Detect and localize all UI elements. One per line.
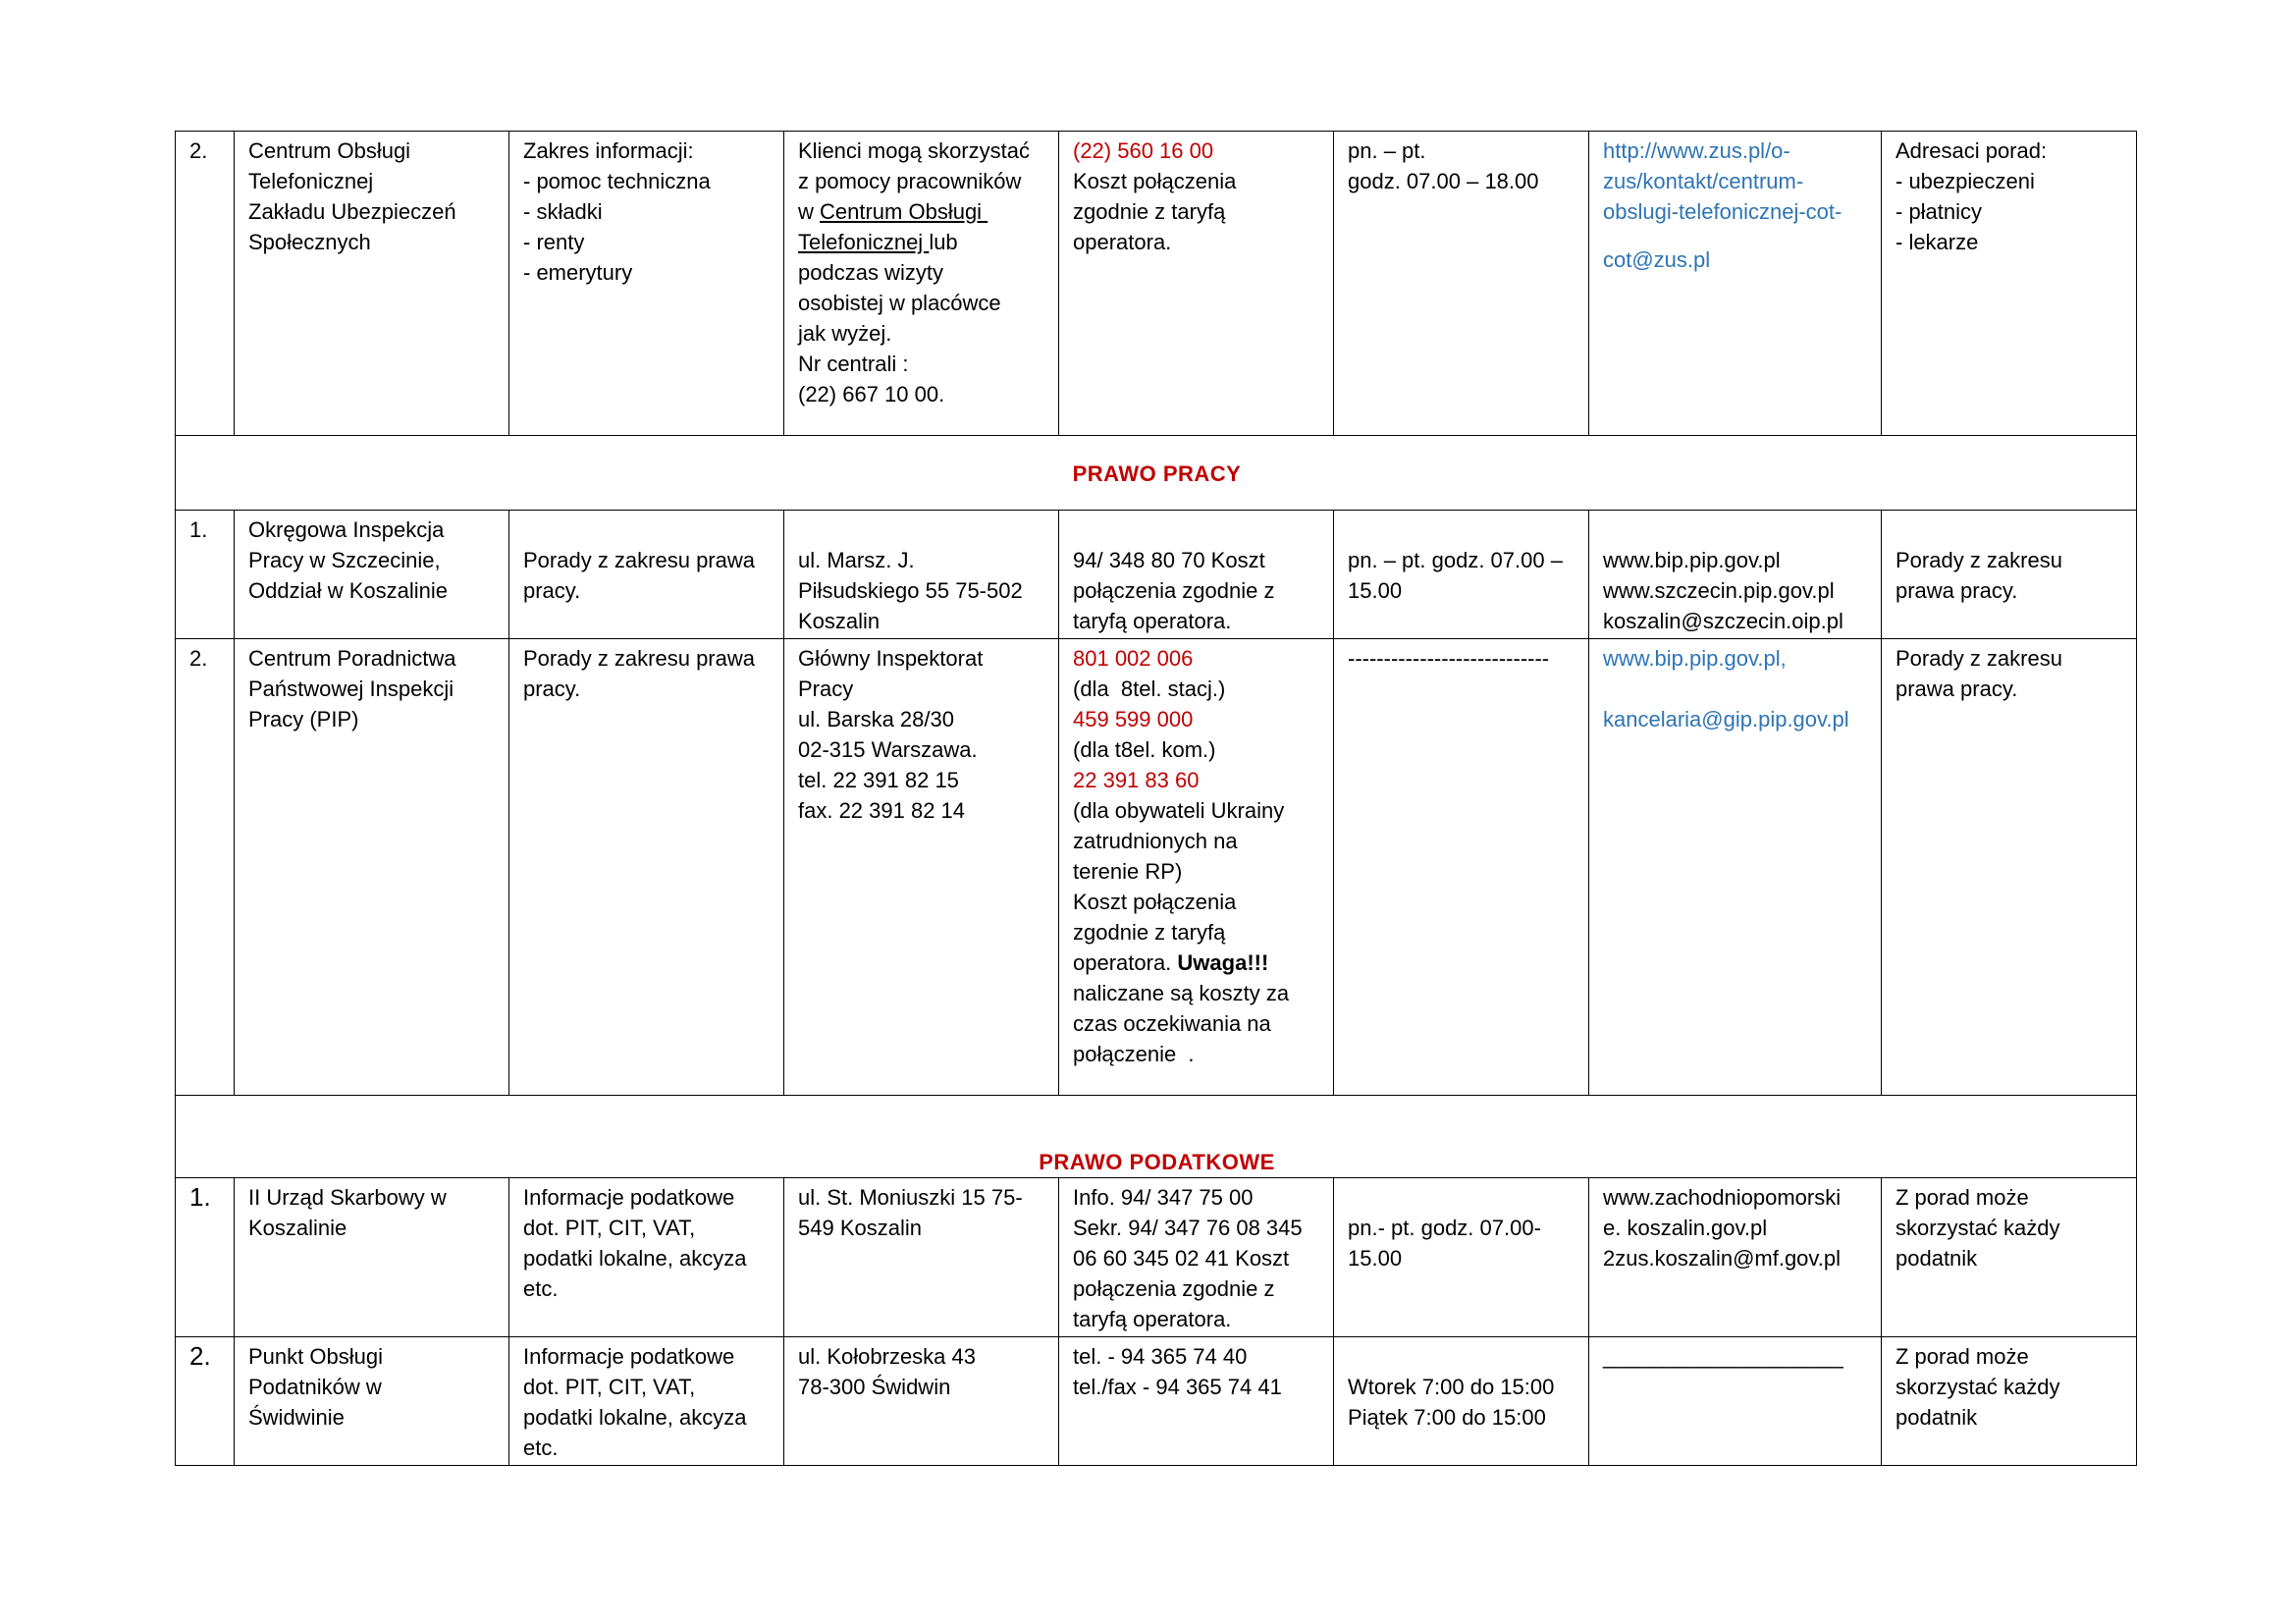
section-row-labor: [176, 436, 2137, 511]
phone-number: 22 391 83 60: [1073, 768, 1200, 792]
web-cell: [1589, 1337, 1882, 1466]
web-cell: [1589, 1178, 1882, 1337]
web-link[interactable]: obslugi-telefonicznej-cot-: [1603, 199, 1842, 224]
phone-cell: 801 002 006 (dla 8tel. stacj.) 459 599 000 (dla t8el. kom.) 22 391 83 60 (dla obywateli Ukrainy zatrudnionych na terenie RP) Koszt połączenia zgodnie z taryfą operatora. Uwaga!!! naliczane są koszty za czas oczekiwania na połączenie .: [1059, 639, 1334, 1096]
institution-cell: Punkt Obsługi Podatników w Świdwinie: [235, 1337, 509, 1466]
email-link[interactable]: koszalin@szczecin.oip.pl: [1603, 609, 1843, 633]
institution-cell: II Urząd Skarbowy w Koszalinie: [235, 1178, 509, 1337]
phone-cell: 94/ 348 80 70 Koszt połączenia zgodnie z taryfą operatora.: [1059, 511, 1334, 639]
web-cell: [1589, 132, 1882, 436]
table-row: [176, 1337, 2137, 1466]
institution-cell: Okręgowa Inspekcja Pracy w Szczecinie, Oddział w Koszalinie: [235, 511, 509, 639]
section-heading: PRAWO PODATKOWE: [176, 1096, 2137, 1178]
hours-cell: pn. – pt. godz. 07.00 – 15.00: [1334, 511, 1589, 639]
audience-cell: Adresaci porad: - ubezpieczeni - płatnicy - lekarze: [1882, 132, 2137, 436]
section-heading: PRAWO PRACY: [176, 436, 2137, 511]
web-cell: [1589, 511, 1882, 639]
table-row: [176, 1178, 2137, 1337]
address-cell: ul. Marsz. J. Piłsudskiego 55 75-502 Koszalin: [784, 511, 1059, 639]
email-link[interactable]: 2zus.koszalin@mf.gov.pl: [1603, 1246, 1842, 1271]
row-number: 2.: [176, 132, 235, 436]
cot-link[interactable]: Centrum Obsługi: [820, 199, 988, 224]
web-link[interactable]: www.bip.pip.gov.pl: [1603, 548, 1781, 572]
table-row: [176, 511, 2137, 639]
phone-cell: Info. 94/ 347 75 00 Sekr. 94/ 347 76 08 345 06 60 345 02 41 Koszt połączenia zgodnie z taryfą operatora.: [1059, 1178, 1334, 1337]
audience-cell: Z porad może skorzystać każdy podatnik: [1882, 1337, 2137, 1466]
audience-cell: Porady z zakresu prawa pracy.: [1882, 511, 2137, 639]
row-number: 2.: [176, 1337, 235, 1466]
address-cell: Główny Inspektorat Pracy ul. Barska 28/30 02-315 Warszawa. tel. 22 391 82 15 fax. 22 391 82 14: [784, 639, 1059, 1096]
phone-cell: tel. - 94 365 74 40 tel./fax - 94 365 74 41: [1059, 1337, 1334, 1466]
cot-link-continued[interactable]: Telefonicznej: [798, 230, 930, 254]
phone-number: 459 599 000: [1073, 707, 1194, 731]
web-link[interactable]: e. koszalin.gov.pl: [1603, 1216, 1768, 1240]
row-number: 1.: [176, 1178, 235, 1337]
row-number: 2.: [176, 639, 235, 1096]
institution-cell: Centrum Obsługi Telefonicznej Zakładu Ubezpieczeń Społecznych: [235, 132, 509, 436]
section-row-tax: [176, 1096, 2137, 1178]
institution-cell: Centrum Poradnictwa Państwowej Inspekcji Pracy (PIP): [235, 639, 509, 1096]
scope-cell: Porady z zakresu prawa pracy.: [509, 511, 784, 639]
email-link[interactable]: kancelaria@gip.pip.gov.pl: [1603, 707, 1849, 731]
address-cell: ul. Kołobrzeska 43 78-300 Świdwin: [784, 1337, 1059, 1466]
hours-cell: pn. – pt. godz. 07.00 – 18.00: [1334, 132, 1589, 436]
hours-cell: ----------------------------: [1334, 639, 1589, 1096]
access-cell: Klienci mogą skorzystać z pomocy pracowników w Centrum Obsługi Telefonicznej lub podczas wizyty osobistej w placówce jak wyżej. Nr centrali : (22) 667 10 00.: [784, 132, 1059, 436]
empty-web-placeholder: ____________________: [1603, 1344, 1843, 1369]
email-link[interactable]: cot@zus.pl: [1603, 247, 1711, 272]
web-link[interactable]: http://www.zus.pl/o-: [1603, 138, 1790, 163]
phone-number: 801 002 006: [1073, 646, 1194, 671]
web-link[interactable]: www.zachodniopomorski: [1603, 1185, 1842, 1210]
audience-cell: Porady z zakresu prawa pracy.: [1882, 639, 2137, 1096]
web-link[interactable]: www.szczecin.pip.gov.pl: [1603, 578, 1835, 603]
scope-cell: Porady z zakresu prawa pracy.: [509, 639, 784, 1096]
row-number: 1.: [176, 511, 235, 639]
contacts-table: [175, 131, 2137, 1466]
table-row-zus: [176, 132, 2137, 436]
scope-cell: Informacje podatkowe dot. PIT, CIT, VAT, podatki lokalne, akcyza etc.: [509, 1337, 784, 1466]
table-row: [176, 639, 2137, 1096]
warning-text: Uwaga!!!: [1177, 950, 1269, 975]
scope-cell: Informacje podatkowe dot. PIT, CIT, VAT, podatki lokalne, akcyza etc.: [509, 1178, 784, 1337]
hours-cell: Wtorek 7:00 do 15:00 Piątek 7:00 do 15:00: [1334, 1337, 1589, 1466]
scope-cell: Zakres informacji: - pomoc techniczna - składki - renty - emerytury: [509, 132, 784, 436]
web-link[interactable]: www.bip.pip.gov.pl,: [1603, 646, 1787, 671]
address-cell: ul. St. Moniuszki 15 75- 549 Koszalin: [784, 1178, 1059, 1337]
phone-number: (22) 560 16 00: [1073, 138, 1214, 163]
web-link[interactable]: zus/kontakt/centrum-: [1603, 169, 1804, 193]
phone-cell: (22) 560 16 00 Koszt połączenia zgodnie z taryfą operatora.: [1059, 132, 1334, 436]
hours-cell: pn.- pt. godz. 07.00- 15.00: [1334, 1178, 1589, 1337]
web-cell: [1589, 639, 1882, 1096]
audience-cell: Z porad może skorzystać każdy podatnik: [1882, 1178, 2137, 1337]
